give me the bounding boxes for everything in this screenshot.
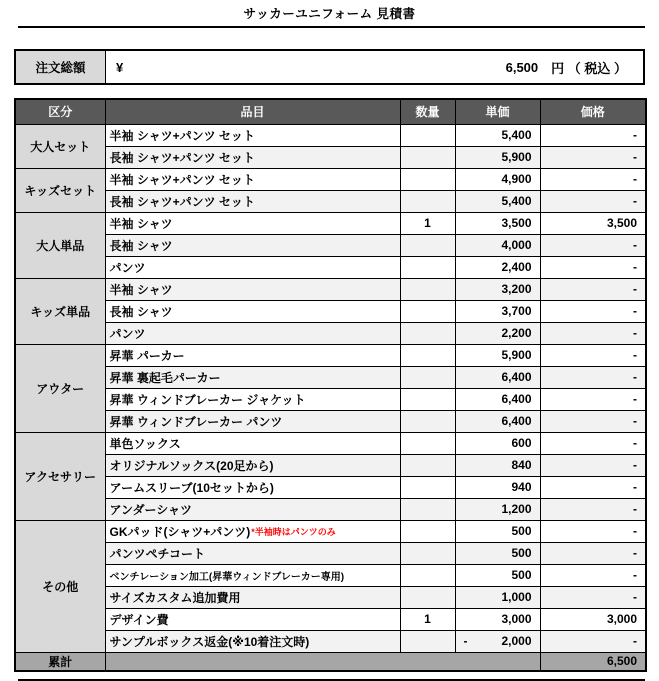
table-row [15,630,646,652]
qty-cell [400,520,455,542]
qty-cell [400,344,455,366]
item-label: 昇華 ウィンドブレーカー パンツ [109,414,283,429]
price-cell: - [540,168,646,190]
item-cell [105,630,400,652]
unit-price-cell [455,630,540,652]
order-total-amount-group [506,58,627,77]
table-row [15,498,646,520]
item-cell [105,410,400,432]
category-cell: アウター [15,344,105,432]
item-label: オリジナルソックス(20足から) [109,458,274,473]
item-label: アームスリーブ(10セットから) [109,480,274,495]
price-cell: - [540,564,646,586]
item-cell [105,146,400,168]
item-cell [105,432,400,454]
category-cell: 大人単品 [15,212,105,278]
unit-price-cell: 4,900 [455,168,540,190]
unit-price-cell: 940 [455,476,540,498]
table-row [15,432,646,454]
category-cell: 大人セット [15,124,105,168]
price-cell: - [540,520,646,542]
item-label: サンプルボックス返金(※10着注文時) [109,634,310,649]
unit-price-cell: 500 [455,564,540,586]
item-label: パンツペチコート [109,546,206,561]
table-header [15,99,646,124]
qty-cell [400,630,455,652]
unit-price-cell: 6,400 [455,410,540,432]
table-row [15,454,646,476]
price-cell: - [540,322,646,344]
qty-cell [400,542,455,564]
price-cell: - [540,234,646,256]
item-cell [105,498,400,520]
unit-price-cell: 840 [455,454,540,476]
table-row [15,476,646,498]
unit-price-cell: 2,200 [455,322,540,344]
unit-price-cell: 4,000 [455,234,540,256]
price-cell: - [540,190,646,212]
price-cell: - [540,498,646,520]
category-cell: アクセサリー [15,432,105,520]
item-cell [105,586,400,608]
item-label: 半袖 シャツ+パンツ セット [109,128,255,143]
item-cell [105,212,400,234]
unit-price-cell: 5,900 [455,146,540,168]
qty-cell [400,586,455,608]
item-cell [105,322,400,344]
table-row [15,168,646,190]
unit-price-cell: 1,200 [455,498,540,520]
price-cell: 3,000 [540,608,646,630]
qty-cell [400,124,455,146]
price-cell: - [540,542,646,564]
table-row [15,146,646,168]
item-label: 長袖 シャツ+パンツ セット [109,194,255,209]
item-cell [105,256,400,278]
item-cell [105,542,400,564]
table-row [15,410,646,432]
qty-cell: 1 [400,608,455,630]
item-cell [105,454,400,476]
unit-price-cell: 500 [455,520,540,542]
order-total-label: 注文総額 [16,51,106,83]
table-row [15,190,646,212]
unit-price-cell: 2,400 [455,256,540,278]
price-cell: - [540,586,646,608]
qty-cell [400,278,455,300]
price-cell: - [540,410,646,432]
category-cell: キッズセット [15,168,105,212]
price-cell: - [540,432,646,454]
unit-price-cell: 500 [455,542,540,564]
quotation-table [14,98,647,672]
item-cell [105,190,400,212]
header-unit-price: 単価 [455,99,540,124]
header-price: 価格 [540,99,646,124]
qty-cell [400,432,455,454]
total-row [15,652,646,671]
bottom-divider [18,679,645,681]
qty-cell [400,190,455,212]
item-label: 単色ソックス [109,436,181,451]
item-cell [105,608,400,630]
price-cell: - [540,146,646,168]
price-cell: - [540,630,646,652]
item-cell [105,520,400,542]
category-cell: キッズ単品 [15,278,105,344]
item-cell [105,476,400,498]
qty-cell [400,388,455,410]
item-cell [105,124,400,146]
qty-cell [400,300,455,322]
header-item: 品目 [105,99,400,124]
item-label: デザイン費 [109,612,169,627]
unit-price-cell: 6,400 [455,366,540,388]
table-body [15,124,646,652]
unit-price-cell: 3,500 [455,212,540,234]
qty-cell [400,564,455,586]
item-label: 昇華 パーカー [109,348,185,363]
item-label: 長袖 シャツ [109,304,173,319]
unit-price-cell: 5,400 [455,190,540,212]
table-row [15,388,646,410]
table-row [15,366,646,388]
header-row [15,99,646,124]
item-cell [105,344,400,366]
unit-price-cell: 5,900 [455,344,540,366]
item-label: ベンチレーション加工(昇華ウィンドブレーカー専用) [109,571,345,583]
price-cell: - [540,454,646,476]
item-cell [105,564,400,586]
total-price: 6,500 [540,652,646,671]
qty-cell [400,322,455,344]
qty-cell [400,454,455,476]
order-total-amount: 6,500 [505,59,539,75]
table-row [15,322,646,344]
unit-price-cell: 6,400 [455,388,540,410]
minus-sign: - [463,634,468,648]
table-row [15,212,646,234]
item-label: 半袖 シャツ [109,216,173,231]
price-cell: - [540,256,646,278]
price-cell: - [540,366,646,388]
price-cell: - [540,344,646,366]
table-row [15,256,646,278]
qty-cell [400,234,455,256]
table-row [15,608,646,630]
qty-cell [400,476,455,498]
item-label: GKパッド(シャツ+パンツ) [109,524,251,539]
table-row [15,586,646,608]
total-label: 累計 [15,652,105,671]
qty-cell [400,146,455,168]
price-cell: - [540,300,646,322]
table-row [15,124,646,146]
qty-cell [400,256,455,278]
item-label: 長袖 シャツ+パンツ セット [109,150,255,165]
price-cell: - [540,388,646,410]
table-row [15,344,646,366]
unit-price-value: 2,000 [501,634,532,648]
item-label: 昇華 ウィンドブレーカー ジャケット [109,392,306,407]
title-divider [18,26,645,28]
order-total-value [106,51,643,83]
table-row [15,564,646,586]
page-title: サッカーユニフォーム 見積書 [243,7,416,21]
qty-cell: 1 [400,212,455,234]
price-cell: - [540,278,646,300]
table-row [15,278,646,300]
qty-cell [400,168,455,190]
item-cell [105,388,400,410]
item-label: 長袖 シャツ [109,238,173,253]
table-footer [15,652,646,671]
qty-cell [400,366,455,388]
item-cell [105,278,400,300]
unit-price-cell: 600 [455,432,540,454]
item-label: サイズカスタム追加費用 [109,590,241,605]
header-category: 区分 [15,99,105,124]
table-row [15,234,646,256]
order-total-box [14,49,645,85]
item-cell [105,234,400,256]
item-label: 半袖 シャツ+パンツ セット [109,172,255,187]
header-qty: 数量 [400,99,455,124]
table-row [15,300,646,322]
unit-price-cell: 3,000 [455,608,540,630]
item-cell [105,168,400,190]
item-cell [105,366,400,388]
price-cell: 3,500 [540,212,646,234]
item-label: 昇華 裏起毛パーカー [109,370,221,385]
unit-price-cell: 5,400 [455,124,540,146]
item-label: 半袖 シャツ [109,282,173,297]
item-label: パンツ [109,326,146,341]
table-row [15,520,646,542]
unit-price-cell: 3,200 [455,278,540,300]
unit-price-cell: 3,700 [455,300,540,322]
total-spacer [105,652,540,671]
unit-price-cell: 1,000 [455,586,540,608]
item-label: アンダーシャツ [109,502,193,517]
category-cell: その他 [15,520,105,652]
currency-symbol: ¥ [116,59,124,75]
item-note: *半袖時はパンツのみ [251,526,336,537]
price-cell: - [540,476,646,498]
qty-cell [400,498,455,520]
table-row [15,542,646,564]
order-total-suffix: 円 （ 税込 ） [551,60,627,76]
item-cell [105,300,400,322]
item-label: パンツ [109,260,146,275]
price-cell: - [540,124,646,146]
qty-cell [400,410,455,432]
